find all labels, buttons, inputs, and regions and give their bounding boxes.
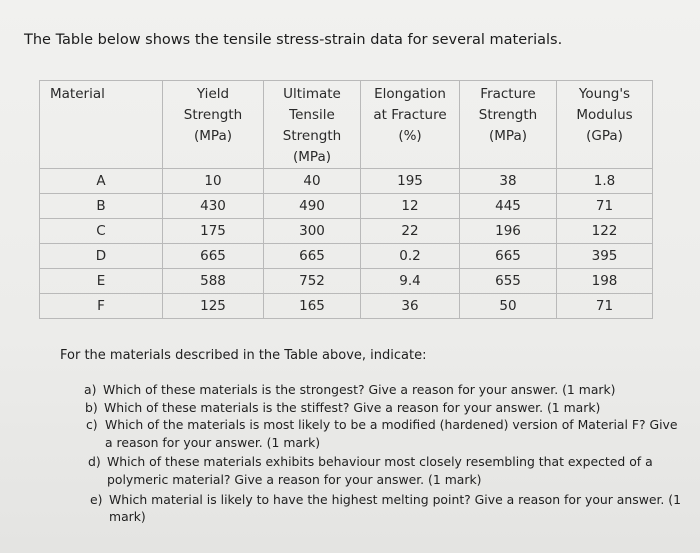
- cell-youngs-modulus: 395: [557, 244, 653, 269]
- cell-ultimate-strength: 752: [264, 269, 361, 294]
- header-elongation: [361, 81, 460, 169]
- question-item: [90, 491, 684, 526]
- question-label: b): [85, 399, 98, 415]
- header-line: (MPa): [194, 128, 232, 144]
- cell-fracture-strength: 196: [460, 219, 557, 244]
- cell-yield-strength: 175: [163, 219, 264, 244]
- cell-fracture-strength: 50: [460, 294, 557, 319]
- cell-elongation: 9.4: [361, 269, 460, 294]
- question-label: e): [90, 491, 103, 507]
- table-row: [40, 169, 653, 194]
- tensile-data-table: [39, 80, 653, 319]
- question-text: Which of these materials is the stiffest? Give a reason for your answer. (1 mark): [104, 399, 601, 415]
- question-label: d): [88, 454, 101, 470]
- header-line: (%): [398, 128, 422, 144]
- header-line: (MPa): [489, 128, 527, 144]
- cell-elongation: 0.2: [361, 244, 460, 269]
- header-line: Strength: [478, 107, 538, 123]
- cell-youngs-modulus: 71: [557, 294, 653, 319]
- cell-fracture-strength: 445: [460, 194, 557, 219]
- questions-intro: For the materials described in the Table above, indicate:: [60, 348, 427, 363]
- header-material: [40, 81, 163, 169]
- cell-material: D: [40, 244, 163, 269]
- cell-youngs-modulus: 122: [557, 219, 653, 244]
- cell-ultimate-strength: 40: [264, 169, 361, 194]
- table-row: [40, 269, 653, 294]
- cell-yield-strength: 125: [163, 294, 264, 319]
- cell-youngs-modulus: 71: [557, 194, 653, 219]
- header-line: Yield: [196, 86, 230, 102]
- question-text: Which material is likely to have the highest melting point? Give a reason for your answer. (1 mark): [109, 491, 682, 525]
- header-line: Strength: [282, 128, 342, 144]
- cell-elongation: 195: [361, 169, 460, 194]
- header-line: Elongation: [374, 86, 446, 102]
- cell-ultimate-strength: 300: [264, 219, 361, 244]
- cell-ultimate-strength: 665: [264, 244, 361, 269]
- table-row: [40, 194, 653, 219]
- cell-youngs-modulus: 1.8: [557, 169, 653, 194]
- question-text: Which of these materials is the strongest? Give a reason for your answer. (1 mark): [103, 382, 616, 397]
- header-line: Ultimate: [283, 86, 341, 102]
- cell-fracture-strength: 38: [460, 169, 557, 194]
- cell-youngs-modulus: 198: [557, 269, 653, 294]
- cell-material: F: [40, 294, 163, 319]
- cell-elongation: 12: [361, 194, 460, 219]
- cell-elongation: 36: [361, 294, 460, 319]
- header-fracture-strength: [460, 81, 557, 169]
- header-yield-strength: [163, 81, 264, 169]
- cell-yield-strength: 588: [163, 269, 264, 294]
- header-line: Material: [50, 86, 105, 102]
- cell-yield-strength: 665: [163, 244, 264, 269]
- question-text: Which of these materials exhibits behaviour most closely resembling that expected of a polymeric material? Give a reason for your answer. (1 mark): [107, 454, 653, 487]
- document-title: The Table below shows the tensile stress-strain data for several materials.: [24, 32, 563, 48]
- question-list: [84, 381, 684, 526]
- cell-ultimate-strength: 165: [264, 294, 361, 319]
- header-line: at Fracture: [373, 107, 447, 123]
- question-label: c): [86, 417, 98, 433]
- cell-yield-strength: 430: [163, 194, 264, 219]
- table-header-row: [40, 81, 653, 169]
- question-item: [86, 416, 684, 451]
- question-text: Which of the materials is most likely to be a modified (hardened) version of Material F? Give a reason for your answer. (1 mark): [105, 417, 678, 450]
- cell-material: A: [40, 169, 163, 194]
- header-line: Fracture: [480, 86, 536, 102]
- cell-fracture-strength: 665: [460, 244, 557, 269]
- cell-yield-strength: 10: [163, 169, 264, 194]
- header-line: Strength: [183, 107, 243, 123]
- table-row: [40, 294, 653, 319]
- question-item: [85, 399, 684, 417]
- question-item: [88, 453, 684, 488]
- question-item: [84, 381, 684, 399]
- table-row: [40, 244, 653, 269]
- table-row: [40, 219, 653, 244]
- header-line: Young's: [578, 86, 631, 102]
- cell-material: B: [40, 194, 163, 219]
- header-line: Tensile: [289, 107, 335, 123]
- header-line: (MPa): [293, 149, 331, 165]
- header-youngs-modulus: [557, 81, 653, 169]
- header-line: Modulus: [576, 107, 633, 123]
- header-ultimate-tensile-strength: [264, 81, 361, 169]
- header-line: (GPa): [586, 128, 623, 144]
- cell-material: E: [40, 269, 163, 294]
- cell-fracture-strength: 655: [460, 269, 557, 294]
- question-label: a): [84, 382, 97, 397]
- cell-ultimate-strength: 490: [264, 194, 361, 219]
- cell-material: C: [40, 219, 163, 244]
- cell-elongation: 22: [361, 219, 460, 244]
